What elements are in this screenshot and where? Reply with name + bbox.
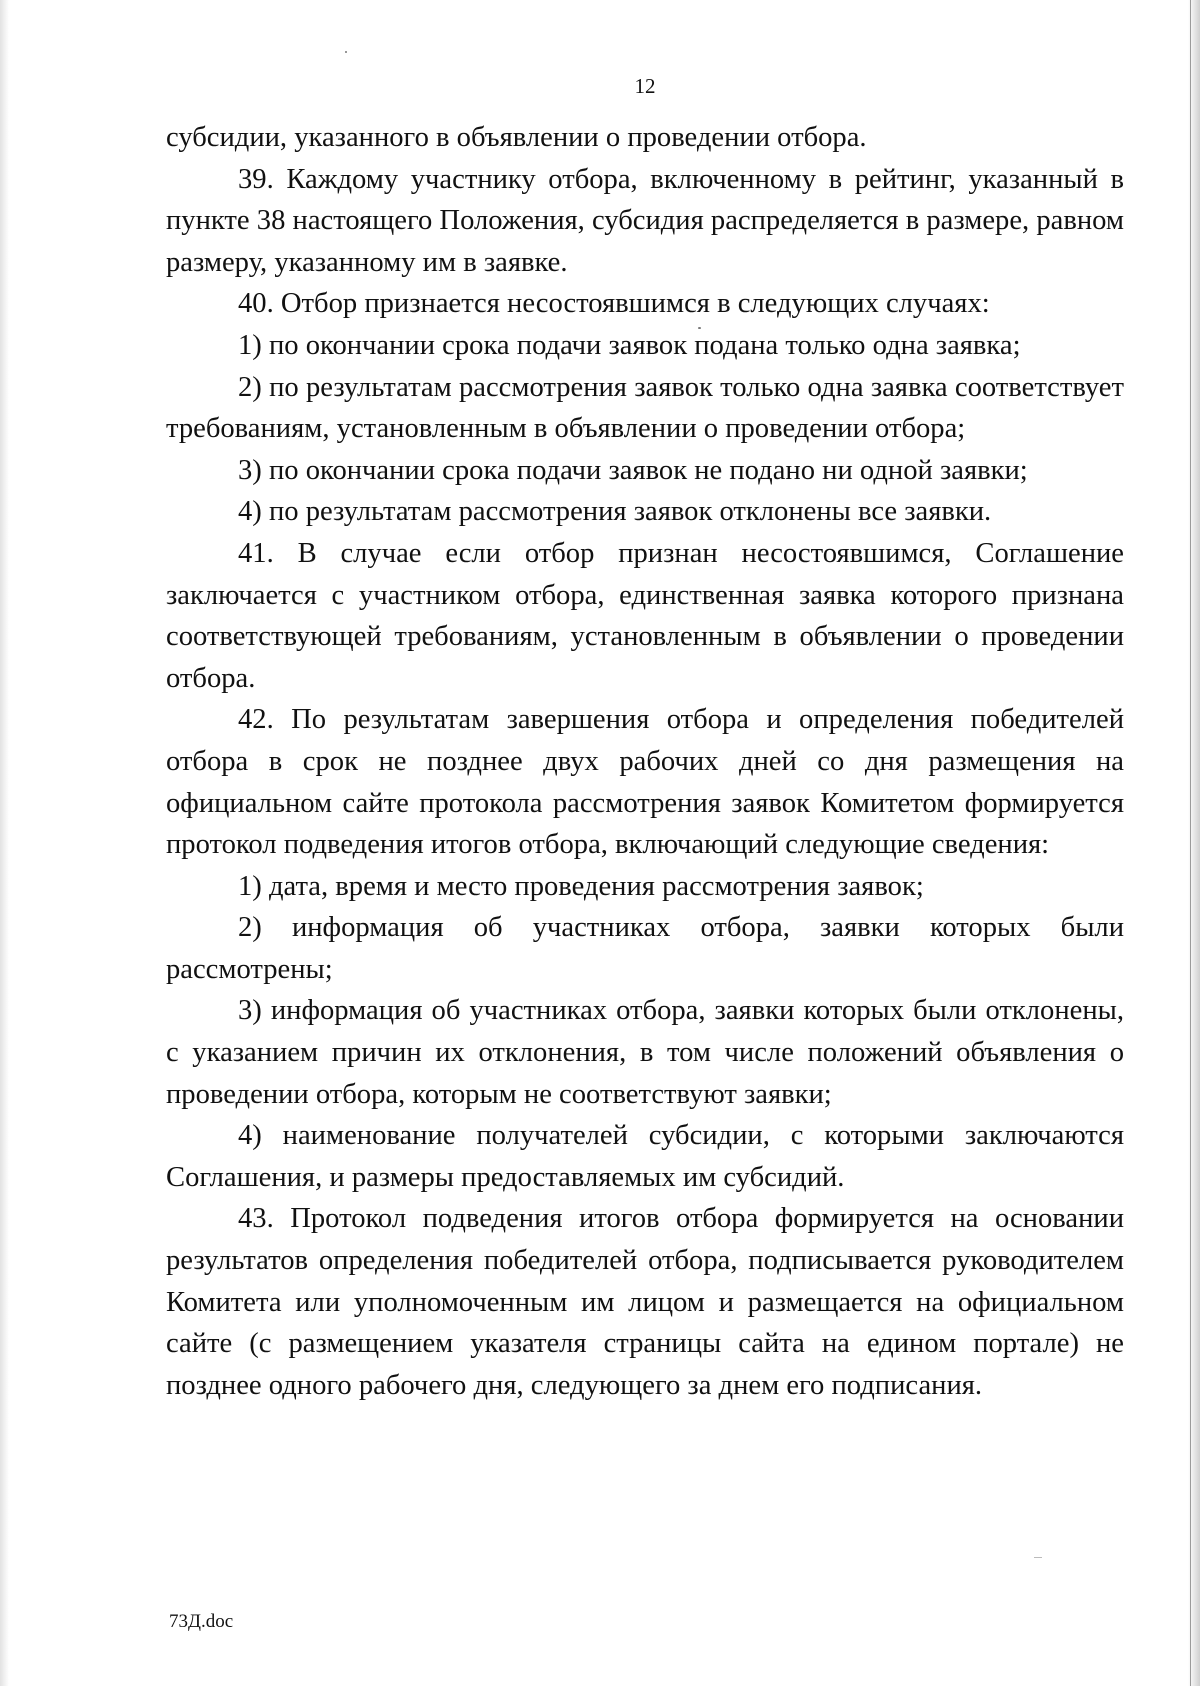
list-item: 3) по окончании срока подачи заявок не подано ни одной заявки;	[238, 454, 1028, 486]
scan-speck	[345, 51, 347, 53]
list-item: 2) информация об участниках отбора, заявки которых были рассмотрены;	[166, 912, 1124, 985]
list-item: 3) информация об участниках отбора, заявки которых были отклонены, с указанием причин их отклонения, в том числе положений объявления о проведении отбора, которым не соответствуют заявки;	[166, 995, 1124, 1110]
scan-speck	[1034, 1557, 1042, 1558]
list-item: 1) по окончании срока подачи заявок подана только одна заявка;	[238, 329, 1021, 361]
paragraph: субсидии, указанного в объявлении о проведении отбора.	[166, 122, 867, 153]
page-number: 12	[634, 74, 656, 98]
scan-edge-left	[0, 0, 9, 1686]
document-body	[166, 117, 1124, 1406]
paragraph-40: 40. Отбор признается несостоявшимся в следующих случаях:	[238, 288, 990, 320]
paragraph-42: 42. По результатам завершения отбора и определения победителей отбора в срок не позднее двух рабочих дней со дня размещения на официальном сайте протокола рассмотрения заявок Комитетом формируется протокол подведения итогов отбора, включающий следующие сведения:	[166, 704, 1124, 861]
list-item: 2) по результатам рассмотрения заявок только одна заявка соответствует требованиям, установленным в объявлении о проведении отбора;	[166, 371, 1124, 445]
footer-filename: 73Д.doc	[169, 1611, 234, 1632]
list-item: 1) дата, время и место проведения рассмотрения заявок;	[238, 870, 924, 902]
scan-edge-right	[1188, 0, 1200, 1686]
paragraph-39: 39. Каждому участнику отбора, включенному в рейтинг, указанный в пункте 38 настоящего Положения, субсидия распределяется в размере, равном размеру, указанному им в заявке.	[166, 163, 1124, 278]
list-item: 4) наименование получателей субсидии, с которыми заключаются Соглашения, и размеры предоставляемых им субсидий.	[166, 1120, 1124, 1193]
paragraph-41: 41. В случае если отбор признан несостоявшимся, Соглашение заключается с участником отбора, единственная заявка которого признана соответствующей требованиям, установленным в объявлении о проведении отбора.	[166, 537, 1124, 694]
list-item: 4) по результатам рассмотрения заявок отклонены все заявки.	[238, 496, 992, 528]
paragraph-43: 43. Протокол подведения итогов отбора формируется на основании результатов определения победителей отбора, подписывается руководителем Комитета или уполномоченным им лицом и размещается на официальном сайте (с размещением указателя страницы сайта на едином портале) не позднее одного рабочего дня, следующего за днем его подписания.	[166, 1203, 1124, 1401]
